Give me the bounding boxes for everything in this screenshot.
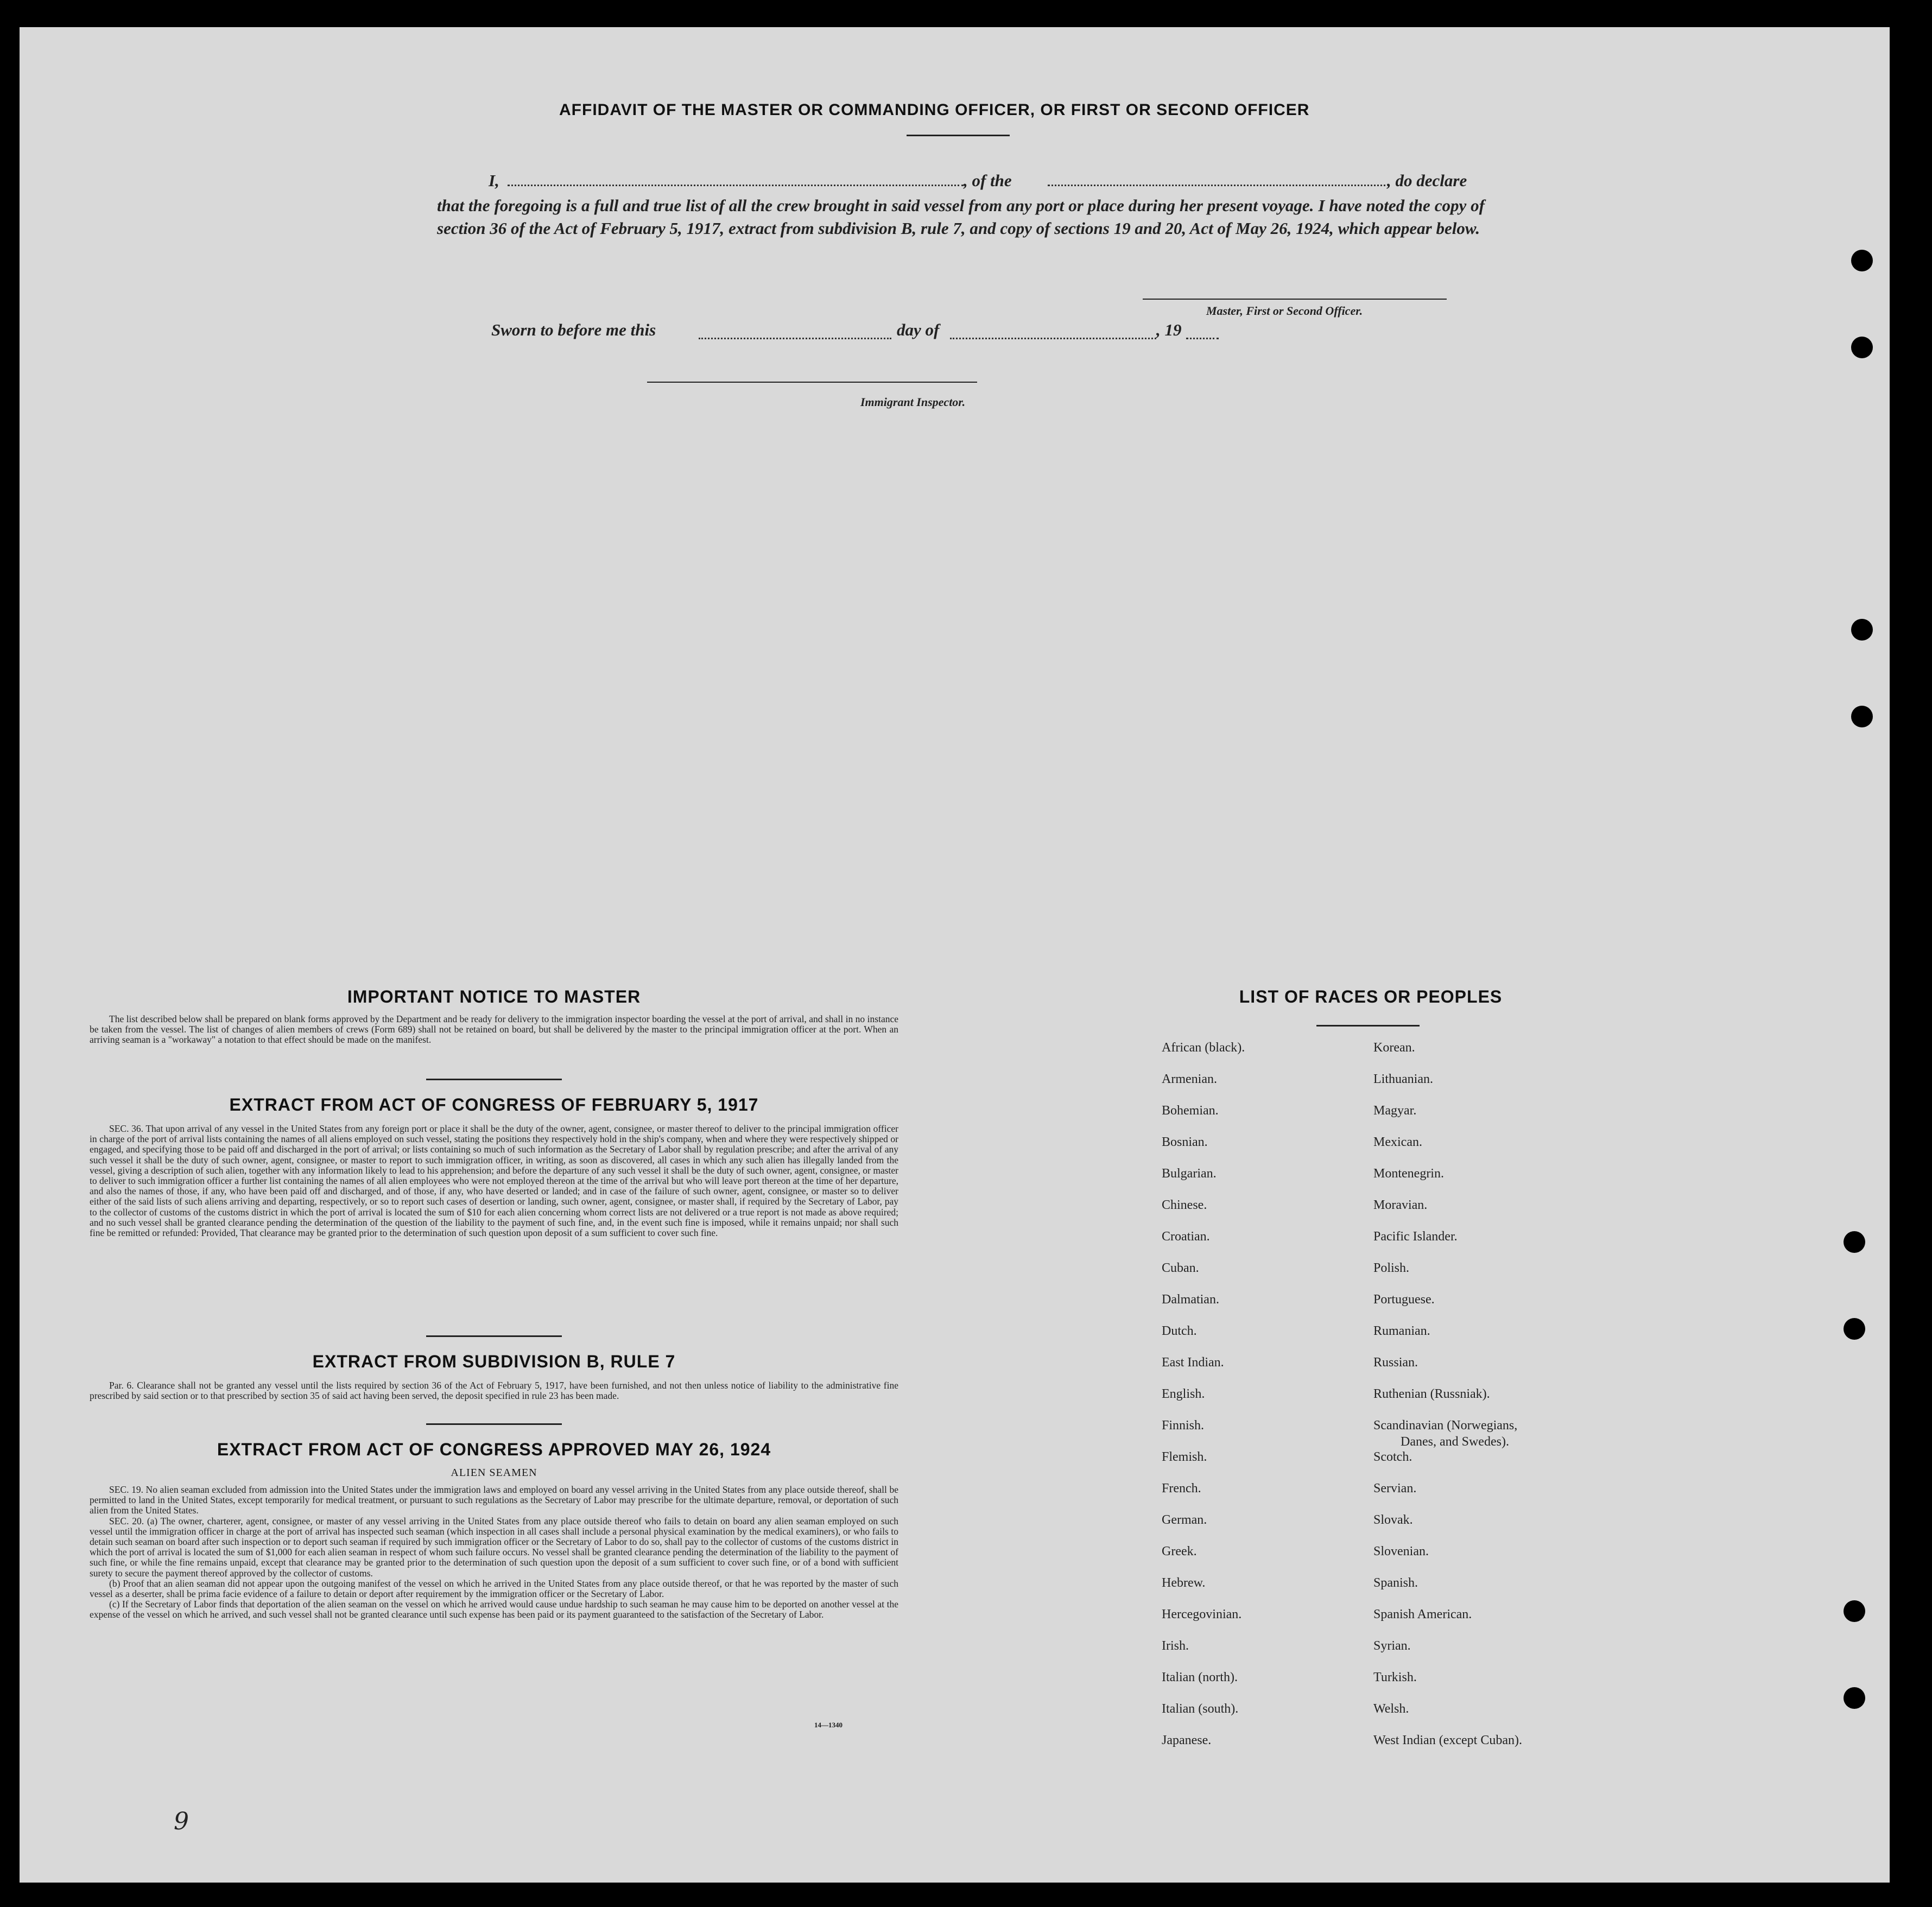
race-item: East Indian. [1162,1355,1224,1370]
signature-line[interactable] [1143,299,1447,300]
race-item: Moravian. [1373,1198,1428,1212]
name-blank[interactable] [508,185,964,186]
affidavit-line1-end: , do declare [1387,171,1467,190]
extract-1917-title: EXTRACT FROM ACT OF CONGRESS OF FEBRUARY 5, 1917 [229,1095,759,1114]
extract-rule7-text [90,1380,898,1401]
extract-1924-text [90,1485,898,1620]
race-item: Finnish. [1162,1418,1205,1433]
race-item: Korean. [1373,1041,1415,1055]
affidavit-line1-start: I, [489,171,499,190]
extract-1917-text [90,1124,898,1238]
extract-rule7-title: EXTRACT FROM SUBDIVISION B, RULE 7 [312,1352,676,1371]
affidavit-title: AFFIDAVIT OF THE MASTER OR COMMANDING OFFICER, OR FIRST OR SECOND OFFICER [559,101,1310,119]
race-item: African (black). [1162,1041,1245,1055]
binder-hole [1844,1687,1865,1709]
race-item-line-2: Danes, and Swedes). [1401,1435,1509,1449]
sec-19-paragraph: SEC. 19. No alien seaman excluded from admission into the United States under the immigration laws and employed on board any vessel arriving in the United States from any place outside thereof, shall be permitted to land in the United States, except temporarily for medical treatment, or pursuant to such regulations as the Secretary of Labor may prescribe for the ultimate departure, removal, or deportation of such alien from the United States. [90,1484,898,1516]
divider-2 [426,1335,562,1337]
sworn-year-blank[interactable] [1186,338,1219,339]
race-item: Bohemian. [1162,1104,1219,1118]
sworn-day-blank[interactable] [699,338,891,339]
race-item: Ruthenian (Russniak). [1373,1387,1490,1401]
sec-20a-paragraph: SEC. 20. (a) The owner, charterer, agent, consignee, or master of any vessel arriving in the United States from any place outside thereof who fails to detain on board any alien seaman employed on such vessel until the immigration officer in charge at the port of arrival has inspected such seaman (which inspection in all cases shall include a personal physical examination by the medical examiners), or who fails to detain such seaman on board after such inspection or to deport such seaman if required by such immigration officer or the Secretary of Labor to do so, shall pay to the collector of customs of the customs district in which the port of arrival is located the sum of $1,000 for each alien seaman in respect of whom such failure occurs. No vessel shall be granted clearance pending the determination of the liability to the payment of such fine, or while the fine remains unpaid, except that clearance may be granted prior to the determination of such question upon the deposit of a sum sufficient to cover such fine, or of a bond with sufficient surety to secure the payment thereof approved by the collector of customs. [90,1515,898,1579]
race-item: Magyar. [1373,1104,1417,1118]
race-item: Scotch. [1373,1450,1412,1464]
race-item: Welsh. [1373,1702,1409,1716]
binder-hole [1851,706,1873,727]
race-item: Hercegovinian. [1162,1607,1242,1621]
affidavit-body: that the foregoing is a full and true list of all the crew brought in said vessel from any port or place during her present voyage. I have noted the copy of section 36 of the Act of February 5, 1917, extract from subdivision B, rule 7, and copy of sections 19 and 20, Act of May 26, 1924, which appear below. [437,196,1485,238]
race-item: English. [1162,1387,1205,1401]
race-item: Dalmatian. [1162,1293,1219,1307]
binder-hole [1844,1318,1865,1340]
extract-1924-title: EXTRACT FROM ACT OF CONGRESS APPROVED MAY 26, 1924 [217,1440,771,1459]
title-underline [907,135,1010,136]
sworn-start: Sworn to before me this [491,320,656,339]
signature-label: Master, First or Second Officer. [1206,304,1363,318]
inspector-signature-line[interactable] [647,382,977,383]
races-column-1 [1162,1040,1357,1764]
race-item: Lithuanian. [1373,1072,1433,1086]
race-item: Bosnian. [1162,1135,1208,1149]
race-item: Japanese. [1162,1733,1212,1747]
race-item: Polish. [1373,1261,1410,1275]
binder-hole [1844,1600,1865,1622]
handwritten-page-mark: 9 [174,1808,189,1835]
race-item: Cuban. [1162,1261,1199,1275]
race-item: German. [1162,1513,1207,1527]
race-item: Spanish American. [1373,1607,1472,1621]
race-item: Greek. [1162,1544,1197,1558]
race-item: Russian. [1373,1355,1418,1370]
race-item: Montenegrin. [1373,1167,1444,1181]
alien-seamen-subtitle: ALIEN SEAMEN [451,1467,537,1479]
par-6-paragraph: Par. 6. Clearance shall not be granted any vessel until the lists required by section 36 of the Act of February 5, 1917, have been furnished, and not then unless notice of liability to the administrative fine prescribed by said section or to that prescribed by section 35 of said act having been served, the deposit specified in rule 23 has been made. [90,1380,898,1402]
divider-1 [426,1079,562,1080]
race-item: Bulgarian. [1162,1167,1217,1181]
race-item: Slovak. [1373,1513,1413,1527]
race-item: Italian (north). [1162,1670,1238,1684]
race-item: Syrian. [1373,1639,1411,1653]
sworn-month-blank[interactable] [950,338,1156,339]
sec-20b-paragraph: (b) Proof that an alien seaman did not appear upon the outgoing manifest of the vessel on which he arrived in the United States from any place outside thereof, or that he was reported by the master of such vessel as a deserter, shall be prima facie evidence of a failure to detain or deport after requirement by the immigration officer or the Secretary of Labor. [90,1577,898,1600]
affidavit-line1-mid: , of the [964,171,1012,190]
race-item: Italian (south). [1162,1702,1239,1716]
race-item: Mexican. [1373,1135,1422,1149]
form-number: 14—1340 [814,1721,843,1729]
vessel-blank[interactable] [1048,185,1390,186]
race-item: Servian. [1373,1481,1417,1496]
race-item: Hebrew. [1162,1576,1206,1590]
race-item: West Indian (except Cuban). [1373,1733,1522,1747]
race-item: Chinese. [1162,1198,1207,1212]
notice-paragraph: The list described below shall be prepared on blank forms approved by the Department and be ready for delivery to the immigration inspector boarding the vessel at the port of arrival, and shall in no instance be taken from the vessel. The list of changes of alien members of crews (Form 689) shall not be retained on board, but shall be delivered by the master to the principal immigration officer at the port. When an arriving seaman is a "workaway" a notation to that effect should be made on the manifest. [90,1013,898,1046]
race-item: Pacific Islander. [1373,1230,1458,1244]
race-item: Slovenian. [1373,1544,1429,1558]
race-item: Portuguese. [1373,1293,1435,1307]
races-title-underline [1316,1025,1420,1027]
notice-text [90,1014,898,1046]
race-item [1373,1417,1612,1449]
races-title: LIST OF RACES OR PEOPLES [1239,987,1503,1006]
race-item: Armenian. [1162,1072,1217,1086]
binder-hole [1851,619,1873,641]
race-item: Flemish. [1162,1450,1207,1464]
binder-hole [1851,250,1873,271]
race-item: French. [1162,1481,1201,1496]
sworn-mid: day of [897,320,940,339]
race-item: Spanish. [1373,1576,1418,1590]
races-column-2 [1373,1040,1612,1764]
binder-hole [1851,337,1873,358]
race-item: Irish. [1162,1639,1189,1653]
notice-title: IMPORTANT NOTICE TO MASTER [347,987,641,1006]
divider-3 [426,1423,562,1425]
race-item: Rumanian. [1373,1324,1430,1338]
race-item: Turkish. [1373,1670,1417,1684]
race-item: Croatian. [1162,1230,1210,1244]
binder-hole [1844,1231,1865,1253]
sworn-end: , 19 [1156,320,1182,339]
race-item-line-1: Scandinavian (Norwegians, [1373,1418,1518,1433]
inspector-label: Immigrant Inspector. [860,395,966,409]
race-item: Dutch. [1162,1324,1197,1338]
sec-20c-paragraph: (c) If the Secretary of Labor finds that deportation of the alien seaman on the vessel on which he arrived would cause undue hardship to such seaman he may cause him to be deported on another vessel at the expense of the vessel on which he arrived, and such vessel shall not be granted clearance until such expense has been paid or its payment guaranteed to the satisfaction of the Secretary of Labor. [90,1599,898,1620]
section-36-paragraph: SEC. 36. That upon arrival of any vessel in the United States from any foreign port or place it shall be the duty of the owner, agent, consignee, or master thereof to deliver to the principal immigration officer in charge of the port of arrival lists containing the names of all aliens employed on such vessel, stating the positions they respectively hold in the ship's company, when and where they were respectively shipped or engaged, and specifying those to be paid off and discharged in the port of arrival; or lists containing so much of such information as the Secretary of Labor shall by regulation prescribe; and after the arrival of any such vessel it shall be the duty of such owner, agent, consignee, or master to report to such immigration officer, in writing, as soon as discovered, all cases in which any such alien has illegally landed from the vessel, giving a description of such alien, together with any information likely to lead to his apprehension; and before the departure of any such vessel it shall be the duty of such owner, agent, consignee, or master to deliver to such immigration officer a further list containing the names of all alien employees who were not employed thereon at the time of the arrival but who will leave port thereon at the time of her departure, and also the names of those, if any, who have been paid off and discharged, and of those, if any, who have deserted or landed; and in case of the failure of such owner, agent, consignee, or master so to deliver either of the said lists of such aliens arriving and departing, respectively, or so to report such cases of desertion or landing, such owner, agent, consignee, or master shall, if required by the Secretary of Labor, pay to the collector of customs of the customs district in which the port of arrival is located the sum of $10 for each alien concerning whom correct lists are not delivered or a true report is not made as above required; and no such vessel shall be granted clearance pending the determination of the question of the liability to the payment of such fine, and, in the event such fine is imposed, while it remains unpaid; nor shall such fine be remitted or refunded: Provided, That clearance may be granted prior to the determination of such question upon deposit of a sum sufficient to cover such fine. [90,1123,898,1239]
